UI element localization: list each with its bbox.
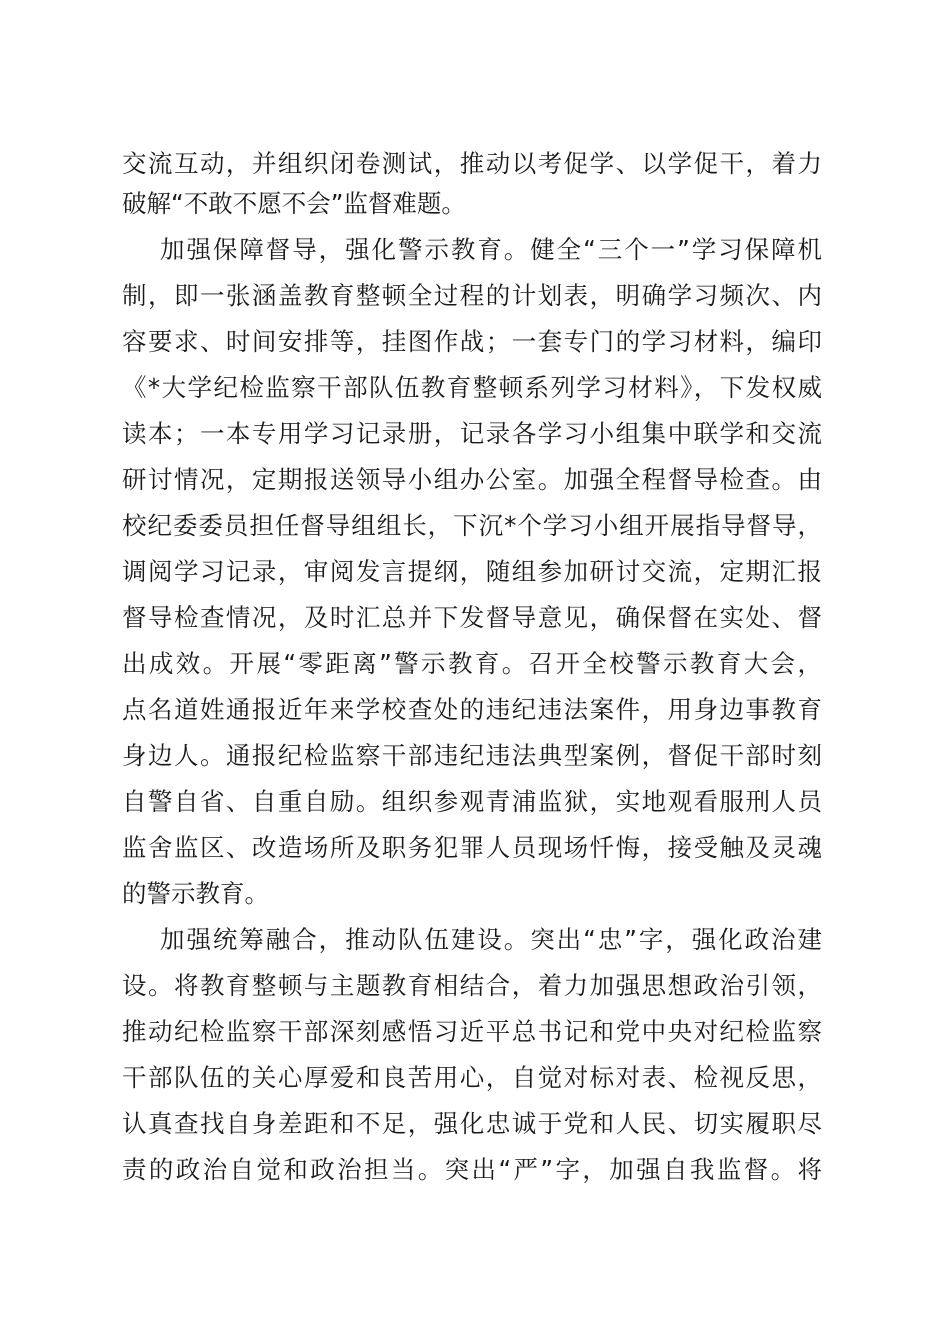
text-line: 出成效。开展“零距离”警示教育。召开全校警示教育大会， bbox=[122, 649, 822, 678]
text-line: 读本；一本专用学习记录册，记录各学习小组集中联学和交流 bbox=[122, 419, 822, 448]
text-line: 容要求、时间安排等，挂图作战；一套专门的学习材料，编印 bbox=[122, 327, 822, 356]
text-line: 自警自省、自重自励。组织参观青浦监狱，实地观看服刑人员 bbox=[122, 787, 822, 816]
text-line: 点名道姓通报近年来学校查处的违纪违法案件，用身边事教育 bbox=[122, 695, 822, 724]
text-line: 调阅学习记录，审阅发言提纲，随组参加研讨交流，定期汇报 bbox=[122, 557, 822, 586]
text-line: 责的政治自觉和政治担当。突出“严”字，加强自我监督。将 bbox=[122, 1155, 822, 1184]
text-line: 制，即一张涵盖教育整顿全过程的计划表，明确学习频次、内 bbox=[122, 281, 822, 310]
text-line: 校纪委委员担任督导组组长，下沉*个学习小组开展指导督导， bbox=[122, 511, 822, 540]
text-line: 推动纪检监察干部深刻感悟习近平总书记和党中央对纪检监察 bbox=[122, 1017, 822, 1046]
text-line: 监舍监区、改造场所及职务犯罪人员现场忏悔，接受触及灵魂 bbox=[122, 833, 822, 862]
text-line: 《*大学纪检监察干部队伍教育整顿系列学习材料》，下发权威 bbox=[122, 373, 822, 402]
text-line: 交流互动，并组织闭卷测试，推动以考促学、以学促干，着力 bbox=[122, 149, 822, 178]
paragraph-heading-line: 加强统筹融合，推动队伍建设。突出“忠”字，强化政治建 bbox=[160, 925, 822, 954]
text-line: 督导检查情况，及时汇总并下发督导意见，确保督在实处、督 bbox=[122, 603, 822, 632]
text-line: 认真查找自身差距和不足，强化忠诚于党和人民、切实履职尽 bbox=[122, 1109, 822, 1138]
paragraph-heading-line: 加强保障督导，强化警示教育。健全“三个一”学习保障机 bbox=[160, 235, 822, 264]
text-line: 破解“不敢不愿不会”监督难题。 bbox=[122, 189, 466, 218]
text-line: 的警示教育。 bbox=[122, 879, 269, 908]
text-line: 设。将教育整顿与主题教育相结合，着力加强思想政治引领， bbox=[122, 971, 822, 1000]
text-line: 干部队伍的关心厚爱和良苦用心，自觉对标对表、检视反思， bbox=[122, 1063, 822, 1092]
text-line: 身边人。通报纪检监察干部违纪违法典型案例，督促干部时刻 bbox=[122, 741, 822, 770]
text-line: 研讨情况，定期报送领导小组办公室。加强全程督导检查。由 bbox=[122, 465, 822, 494]
